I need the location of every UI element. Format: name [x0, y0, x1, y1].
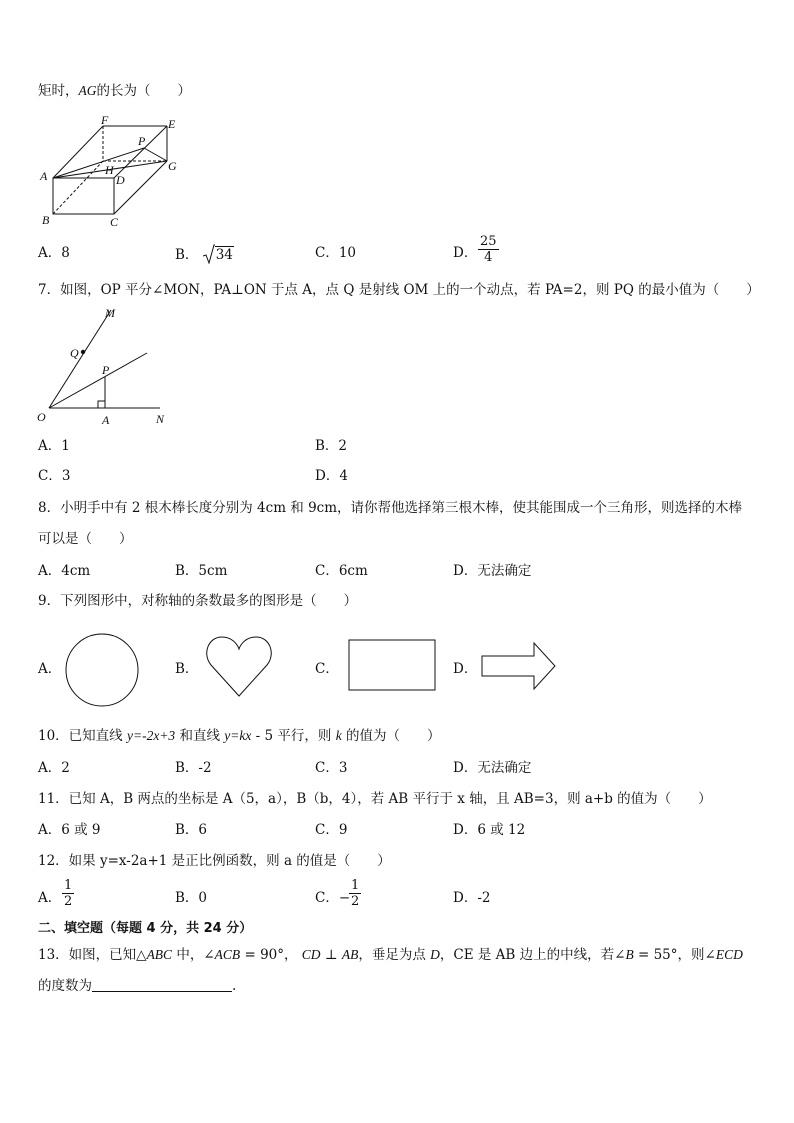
q11-option-a[interactable]: A．6 或 9 [38, 822, 101, 838]
q12-option-a-fraction: $\frac{1}{2}$ [64, 878, 73, 909]
q7-stem: 7．如图，OP 平分∠MON，PA⊥ON 于点 A，点 Q 是射线 OM 上的一个动点，若 PA=2，则 PQ 的最小值为（ ） [38, 282, 760, 298]
q8-option-b[interactable]: B．5cm [175, 563, 228, 579]
q9-option-b[interactable]: B． [175, 661, 199, 677]
label-N: N [156, 412, 165, 426]
q12-option-a[interactable]: A． [38, 890, 62, 906]
q11-stem: 11．已知 A，B 两点的坐标是 A（5，a），B（b，4），若 AB 平行于 x 轴，且 AB=3，则 a+b 的值为（ ） [38, 791, 712, 807]
q8-stem-line1: 8．小明手中有 2 根木棒长度分别为 4cm 和 9cm，请你帮他选择第三根木棒，使其能围成一个三角形，则选择的木棒 [38, 500, 743, 516]
label-E: E [168, 117, 176, 131]
q9-option-d[interactable]: D． [453, 661, 478, 677]
q7-option-a[interactable]: A．1 [38, 438, 70, 454]
q8-option-a[interactable]: A．4cm [38, 563, 91, 579]
rectangle-shape-icon [348, 639, 438, 693]
q7-angle-figure [34, 306, 174, 430]
q13-stem-line1: 13．如图，已知△ABC 中，∠ACB = 90°， CD ⊥ AB，垂足为点 D，CE 是 AB 边上的中线，若∠B = 55°，则∠ECD [38, 947, 743, 963]
answer-blank[interactable] [92, 977, 232, 992]
section-title: 二、填空题（每题 4 分，共 24 分） [38, 921, 253, 936]
q9-option-a[interactable]: A． [38, 661, 62, 677]
q7-option-d[interactable]: D．4 [315, 468, 348, 484]
sqrt-sign-icon [203, 244, 215, 264]
label-A: A [102, 413, 110, 427]
label-O: O [37, 410, 46, 424]
q10-option-d[interactable]: D．无法确定 [453, 760, 532, 776]
q6-option-c[interactable]: C．10 [315, 245, 357, 261]
q6-option-b[interactable]: B． 34 [175, 244, 234, 264]
q10-stem: 10．已知直线 y=-2x+3 和直线 y=kx - 5 平行，则 k 的值为（ ） [38, 728, 441, 744]
arrow-shape-icon [480, 641, 558, 693]
q12-option-b[interactable]: B．0 [175, 890, 208, 906]
label-D: D [116, 173, 125, 187]
q11-option-b[interactable]: B．6 [175, 822, 208, 838]
label-F: F [101, 114, 109, 127]
q6-option-d[interactable]: D． [453, 245, 478, 261]
q12-option-c[interactable]: C．− [315, 890, 351, 906]
label-P: P [138, 134, 146, 148]
q6-option-d-fraction: $\frac{25}{4}$ [480, 234, 497, 265]
label-P: P [102, 363, 110, 377]
label-M: M [105, 306, 115, 320]
q9-stem: 9．下列图形中，对称轴的条数最多的图形是（ ） [38, 593, 358, 609]
q12-stem: 12．如果 y=x-2a+1 是正比例函数，则 a 的值是（ ） [38, 853, 391, 869]
q6-option-a[interactable]: A．8 [38, 245, 70, 261]
q7-option-c[interactable]: C．3 [38, 468, 71, 484]
q13-stem-line2: 的度数为 . [38, 978, 237, 994]
q12-option-c-fraction: $\frac{1}{2}$ [351, 878, 360, 909]
q7-option-b[interactable]: B．2 [315, 438, 348, 454]
q10-option-b[interactable]: B．-2 [175, 760, 212, 776]
q6-stem: 矩时，AG的长为（ ） [38, 83, 191, 99]
label-A: A [40, 169, 48, 183]
q8-option-c[interactable]: C．6cm [315, 563, 368, 579]
q10-option-a[interactable]: A．2 [38, 760, 70, 776]
label-G: G [168, 159, 177, 173]
label-Q: Q [70, 346, 79, 360]
q11-option-c[interactable]: C．9 [315, 822, 348, 838]
label-H: H [105, 163, 114, 177]
heart-shape-icon [204, 634, 274, 700]
q9-option-c[interactable]: C． [315, 661, 339, 677]
q8-option-d[interactable]: D．无法确定 [453, 563, 532, 579]
q11-option-d[interactable]: D．6 或 12 [453, 822, 526, 838]
q8-stem-line2: 可以是（ ） [38, 531, 133, 547]
circle-shape-icon [64, 632, 142, 710]
q12-option-d[interactable]: D．-2 [453, 890, 491, 906]
label-B: B [42, 213, 50, 227]
q10-option-c[interactable]: C．3 [315, 760, 348, 776]
q6-cuboid-figure [36, 114, 186, 230]
label-C: C [110, 215, 119, 229]
